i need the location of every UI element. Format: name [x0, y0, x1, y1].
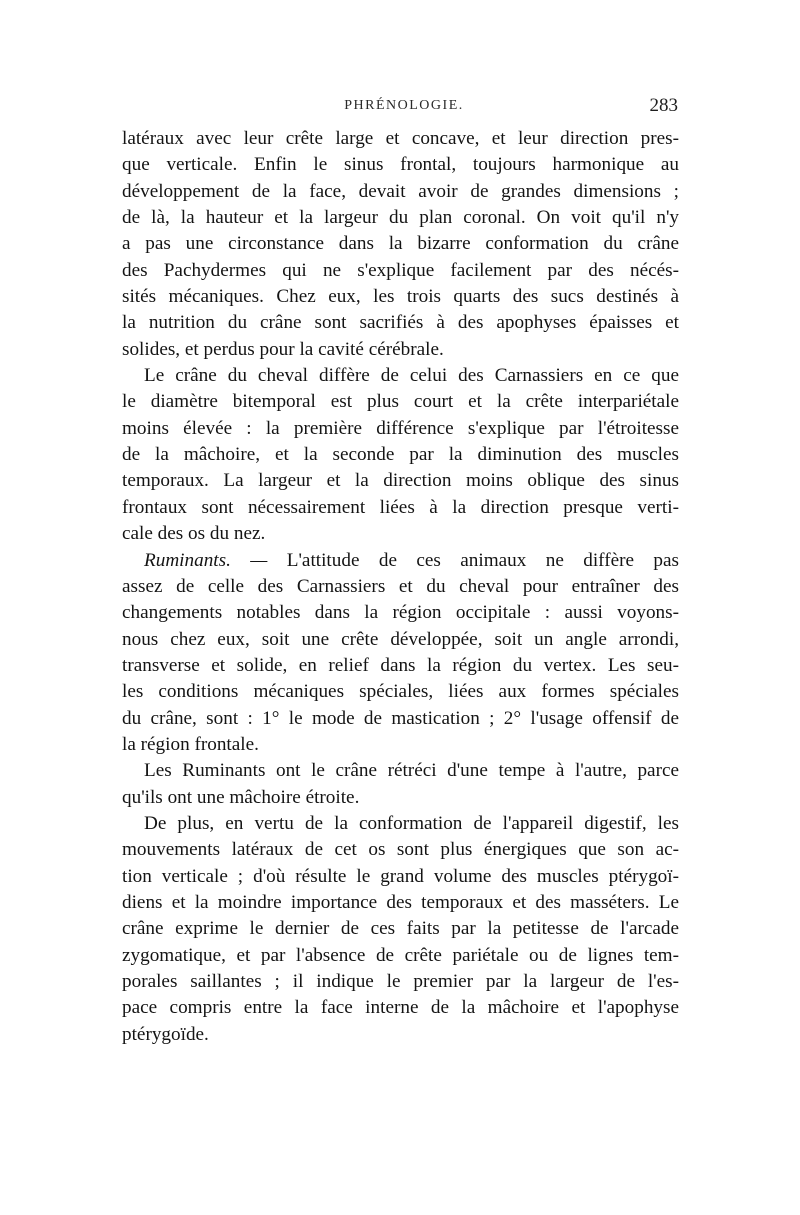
text-line: des Pachydermes qui ne s'explique facilement par des nécés-: [122, 259, 679, 281]
text-line: assez de celle des Carnassiers et du cheval pour entraîner des: [122, 575, 679, 597]
text-line: cale des os du nez.: [122, 523, 266, 545]
text-line: frontaux sont nécessairement liées à la direction presque verti-: [122, 496, 679, 518]
text-line: développement de la face, devait avoir de grandes dimensions ;: [122, 180, 679, 202]
text-line: de là, la hauteur et la largeur du plan coronal. On voit qu'il n'y: [122, 207, 679, 229]
text-line: sités mécaniques. Chez eux, les trois quarts des sucs destinés à: [122, 286, 679, 308]
text-line: Les Ruminants ont le crâne rétréci d'une tempe à l'autre, parce: [144, 760, 679, 782]
text-line: a pas une circonstance dans la bizarre conformation du crâne: [122, 233, 679, 255]
text-line: pace compris entre la face interne de la mâchoire et l'apophyse: [122, 997, 679, 1019]
ruminants-heading: Ruminants. —: [144, 549, 268, 571]
text-line: de la mâchoire, et la seconde par la diminution des muscles: [122, 444, 679, 466]
text-line: le diamètre bitemporal est plus court et la crête interpariétale: [122, 391, 679, 413]
text-line: du crâne, sont : 1° le mode de mastication ; 2° l'usage offensif de: [122, 707, 679, 729]
text-line: porales saillantes ; il indique le premier par la largeur de l'es-: [122, 971, 679, 992]
text-line: la région frontale.: [122, 733, 259, 755]
text-line: tion verticale ; d'où résulte le grand volume des muscles ptérygoï-: [122, 865, 679, 887]
text-line: transverse et solide, en relief dans la région du vertex. Les seu-: [122, 654, 679, 676]
text-line: De plus, en vertu de la conformation de l'appareil digestif, les: [144, 812, 679, 834]
text-line: nous chez eux, soit une crête développée, soit un angle arrondi,: [122, 628, 679, 650]
text-line: ptérygoïde.: [122, 1023, 209, 1045]
text-line: changements notables dans la région occipitale : aussi voyons-: [122, 602, 679, 624]
text-line: que verticale. Enfin le sinus frontal, toujours harmonique au: [122, 154, 679, 176]
body-text: [122, 126, 679, 1048]
text-line: les conditions mécaniques spéciales, liées aux formes spéciales: [122, 681, 679, 703]
page-number: 283: [649, 95, 678, 116]
text-line: solides, et perdus pour la cavité cérébrale.: [122, 338, 444, 360]
text-line-continuation: L'attitude de ces animaux ne diffère pas: [286, 549, 679, 571]
text-line: temporaux. La largeur et la direction moins oblique des sinus: [122, 470, 679, 492]
running-title: PHRÉNOLOGIE.: [344, 98, 464, 113]
text-line: zygomatique, et par l'absence de crête pariétale ou de lignes tem-: [122, 944, 679, 966]
text-line: diens et la moindre importance des temporaux et des masséters. Le: [122, 891, 679, 913]
text-line: mouvements latéraux de cet os sont plus énergiques que son ac-: [122, 839, 679, 861]
text-line: qu'ils ont une mâchoire étroite.: [122, 786, 360, 808]
text-line: latéraux avec leur crête large et concave, et leur direction pres-: [122, 128, 679, 149]
text-line: moins élevée : la première différence s'explique par l'étroitesse: [122, 417, 679, 439]
text-line: crâne exprime le dernier de ces faits par la petitesse de l'arcade: [122, 918, 679, 940]
page-header: [130, 95, 678, 120]
text-line: la nutrition du crâne sont sacrifiés à des apophyses épaisses et: [122, 312, 679, 334]
text-line: Le crâne du cheval diffère de celui des Carnassiers en ce que: [144, 365, 679, 387]
text-line: [122, 548, 679, 574]
